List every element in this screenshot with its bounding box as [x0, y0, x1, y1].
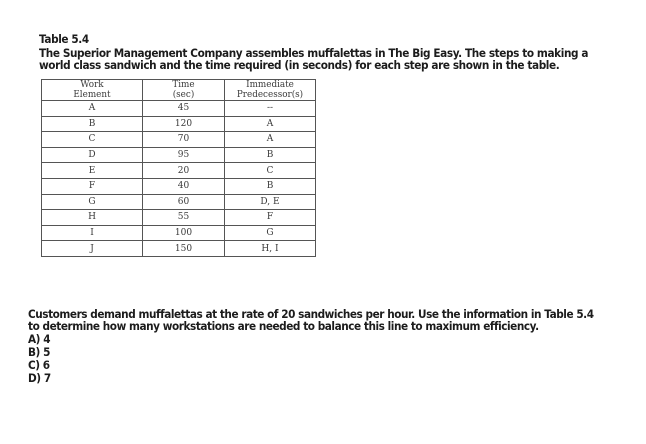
header-predecessor-line-2: Predecessor(s)	[236, 90, 304, 100]
cell-predecessor: A	[225, 132, 316, 148]
table-row	[42, 210, 316, 226]
question-text-line-2: to determine how many workstations are needed to balance this line to maximum efficiency.	[28, 320, 539, 334]
cell-time: 95	[143, 147, 225, 163]
cell-element: I	[42, 225, 143, 241]
cell-predecessor: C	[225, 163, 316, 179]
answer-option-c: C) 6	[28, 359, 50, 373]
table-header-row	[42, 80, 316, 101]
cell-element: H	[42, 210, 143, 226]
table-row	[42, 194, 316, 210]
cell-time: 45	[143, 101, 225, 117]
cell-element: D	[42, 147, 143, 163]
header-work-element-line-2: Element	[73, 90, 111, 100]
header-work-element-line-1: Work	[80, 80, 104, 90]
cell-predecessor: D, E	[225, 194, 316, 210]
header-predecessor-line-1: Immediate	[246, 80, 294, 90]
table-row	[42, 225, 316, 241]
answer-option-a: A) 4	[28, 333, 51, 347]
table-row	[42, 241, 316, 257]
answer-option-b: B) 5	[28, 346, 50, 360]
cell-time: 70	[143, 132, 225, 148]
header-work-element	[42, 80, 143, 101]
table-row	[42, 101, 316, 117]
cell-predecessor: G	[225, 225, 316, 241]
cell-element: G	[42, 194, 143, 210]
table-row	[42, 163, 316, 179]
table-label: Table 5.4	[39, 33, 89, 47]
header-predecessor	[225, 80, 316, 101]
cell-time: 150	[143, 241, 225, 257]
cell-time: 100	[143, 225, 225, 241]
header-time	[143, 80, 225, 101]
cell-predecessor: --	[225, 101, 316, 117]
table-row	[42, 132, 316, 148]
cell-time: 40	[143, 178, 225, 194]
table-row	[42, 178, 316, 194]
cell-predecessor: A	[225, 116, 316, 132]
cell-element: F	[42, 178, 143, 194]
cell-predecessor: B	[225, 147, 316, 163]
header-time-line-1: Time	[172, 80, 195, 90]
cell-predecessor: H, I	[225, 241, 316, 257]
table-row	[42, 147, 316, 163]
cell-predecessor: F	[225, 210, 316, 226]
cell-element: E	[42, 163, 143, 179]
answer-option-d: D) 7	[28, 372, 51, 386]
header-time-line-2: (sec)	[172, 90, 195, 100]
cell-element: A	[42, 101, 143, 117]
intro-text-line-2: world class sandwich and the time required (in seconds) for each step are shown in the table.	[39, 59, 560, 73]
cell-time: 120	[143, 116, 225, 132]
cell-element: J	[42, 241, 143, 257]
intro-text-line-1: The Superior Management Company assembles muffalettas in The Big Easy. The steps to making a	[39, 47, 589, 61]
table-row	[42, 116, 316, 132]
cell-predecessor: B	[225, 178, 316, 194]
cell-time: 60	[143, 194, 225, 210]
cell-element: B	[42, 116, 143, 132]
cell-time: 55	[143, 210, 225, 226]
cell-time: 20	[143, 163, 225, 179]
work-element-table	[41, 79, 316, 257]
question-text-line-1: Customers demand muffalettas at the rate of 20 sandwiches per hour. Use the information in Table 5.4	[28, 308, 594, 322]
cell-element: C	[42, 132, 143, 148]
